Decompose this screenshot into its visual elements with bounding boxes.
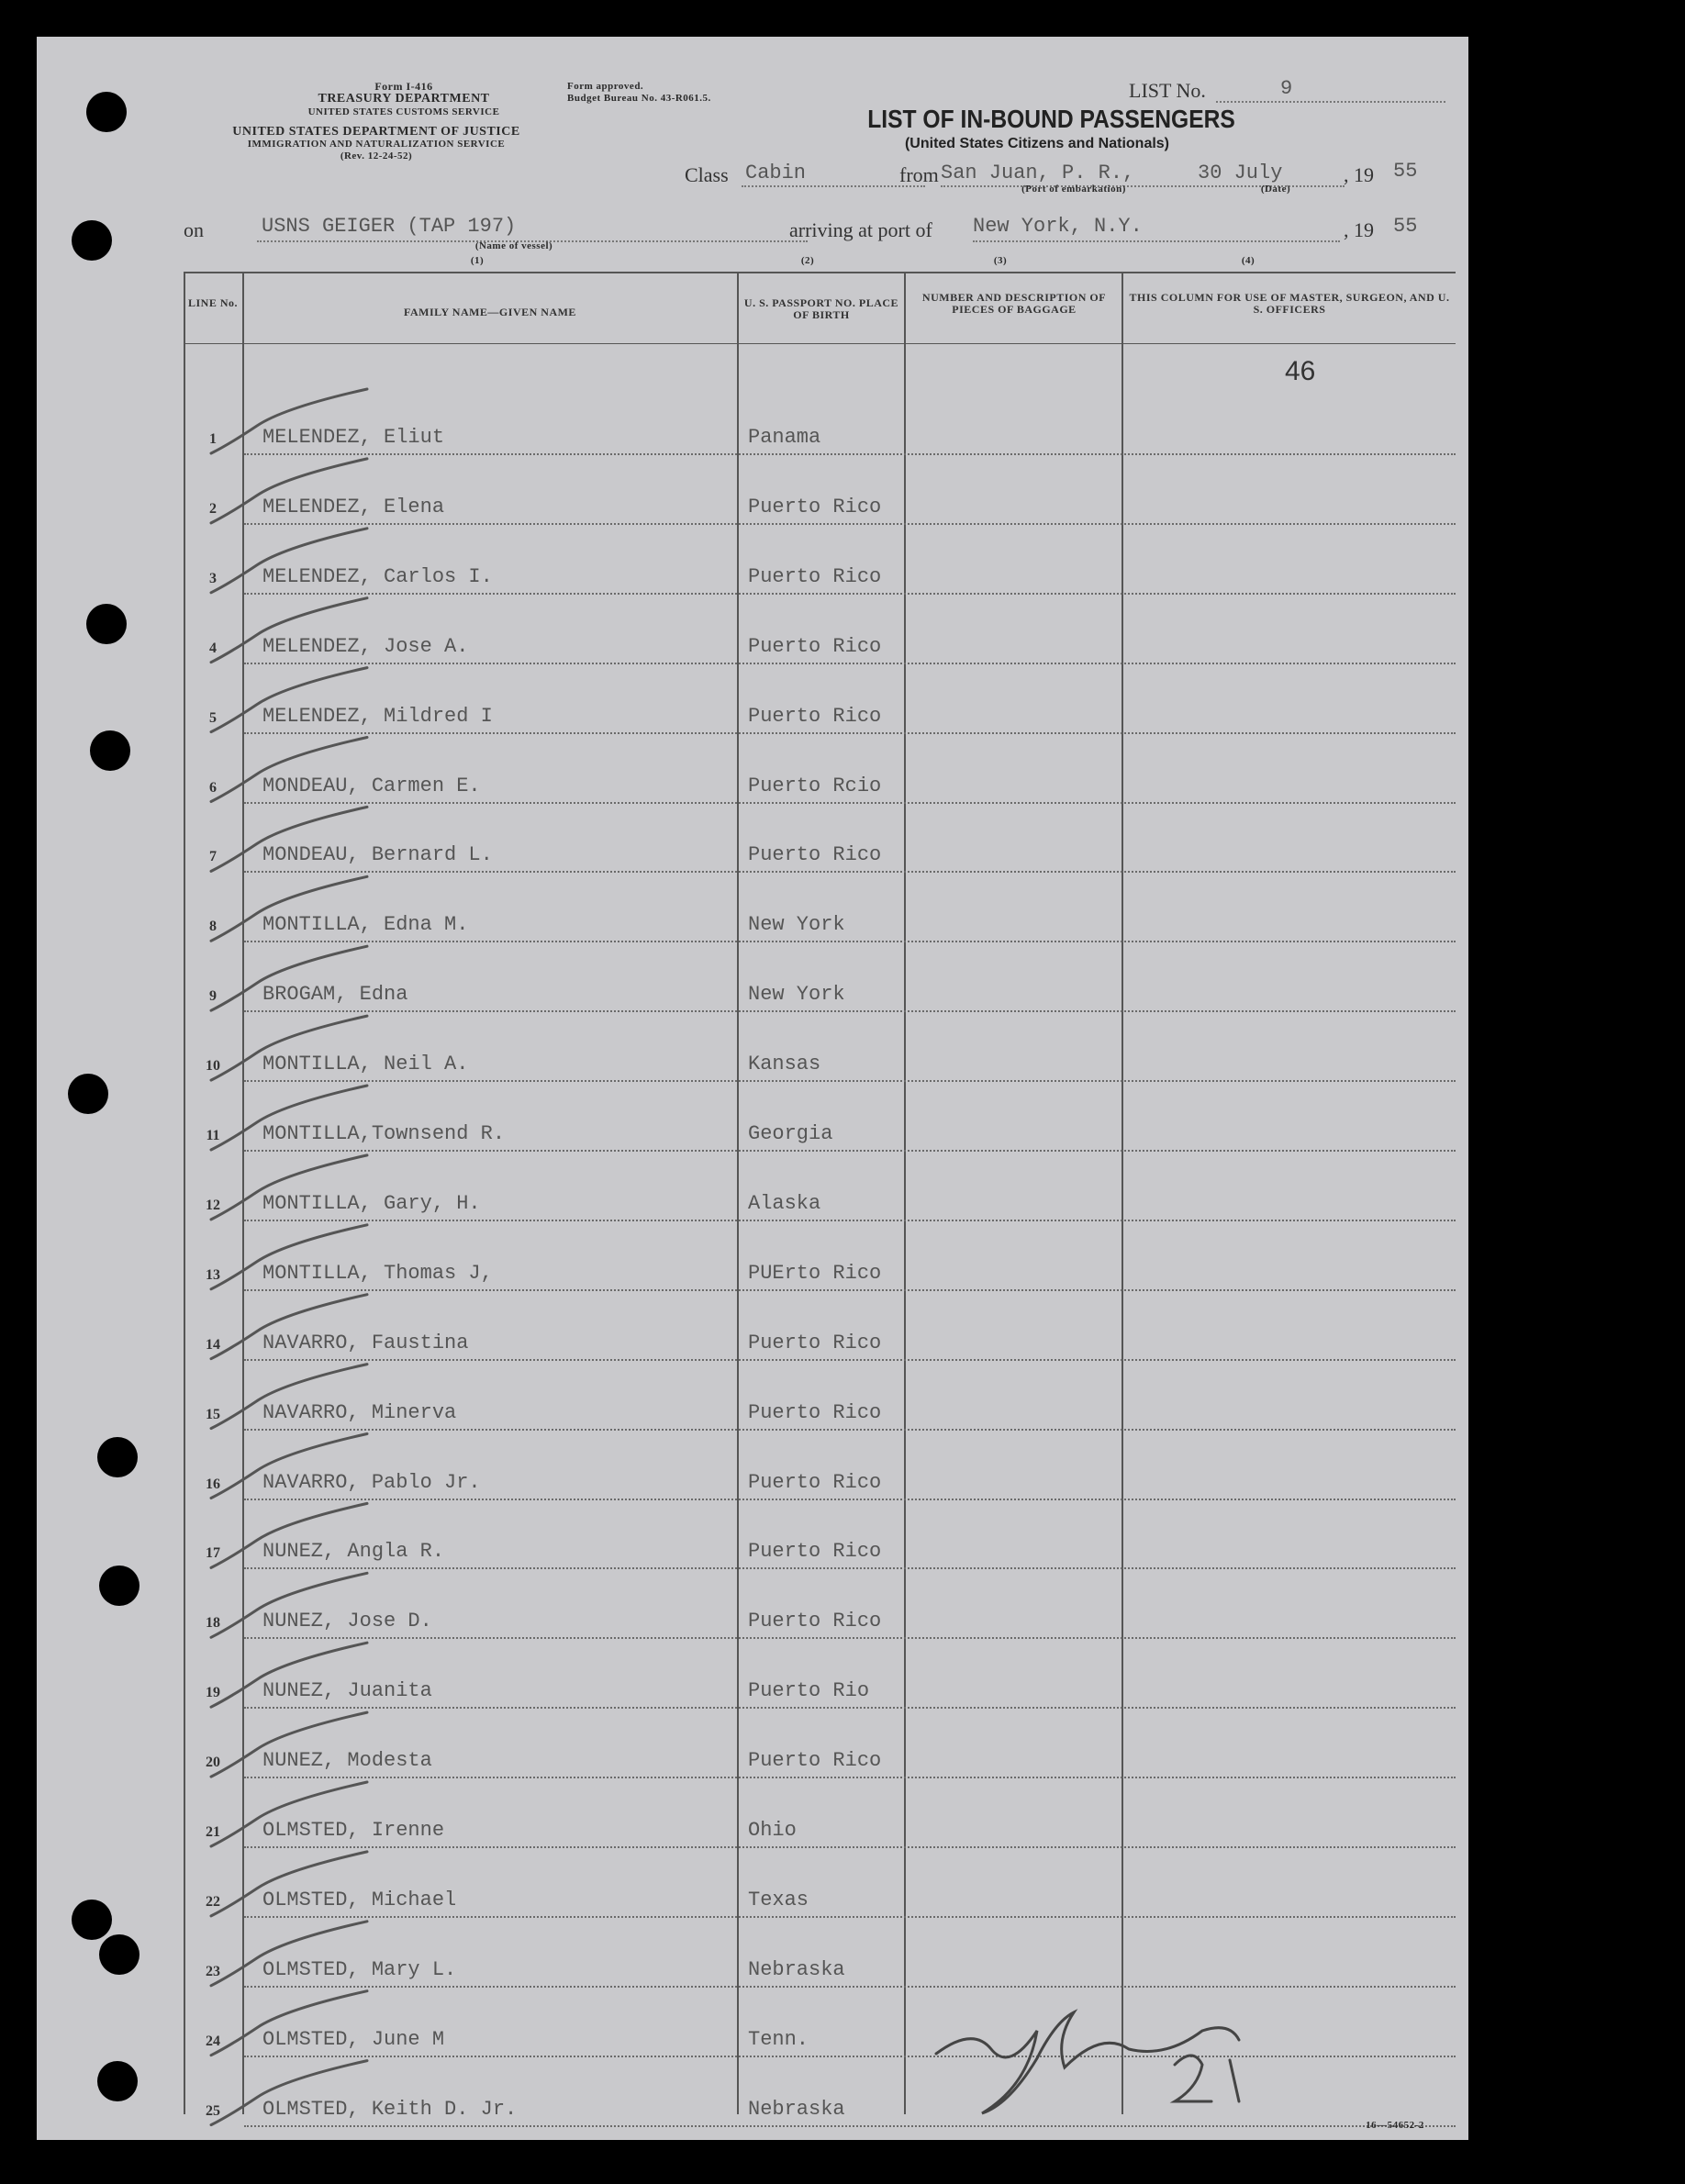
place-of-birth: Puerto Rico [748,1749,882,1773]
place-of-birth: Puerto Rico [748,704,882,728]
pencil-check-mark [211,1225,367,1289]
pencil-check-mark [211,1434,367,1499]
col-number-2: (2) [800,255,815,266]
footer-code: 16—54652-2 [1366,2120,1424,2131]
passenger-name: OLMSTED, Keith D. Jr. [262,2097,518,2121]
class-value: Cabin [745,162,807,184]
line-number: 2 [209,500,217,517]
passenger-name: MONTILLA,Townsend R. [262,1122,506,1145]
pencil-check-mark [211,1503,367,1567]
pencil-check-mark [211,1782,367,1846]
pencil-check-mark [211,1991,367,2056]
line-number: 4 [209,640,217,656]
line-number: 24 [206,2033,220,2049]
justice-department: UNITED STATES DEPARTMENT OF JUSTICE [232,125,520,139]
place-of-birth: New York [748,983,845,1007]
line-number: 15 [206,1406,220,1422]
header-line-no: LINE No. [187,296,238,309]
pencil-check-mark [211,1016,367,1080]
pencil-check-mark [211,1643,367,1707]
list-no-value: 9 [1280,77,1293,100]
pencil-check-mark [211,529,367,593]
place-of-birth: Nebraska [748,1957,845,1981]
place-of-birth: New York [748,913,845,937]
on-label: on [184,218,204,241]
binder-hole [68,1074,108,1114]
passenger-name: MONTILLA, Edna M. [262,913,469,937]
from-year-prefix: , 19 [1344,163,1374,186]
line-number: 16 [206,1476,220,1492]
header-passport: U. S. PASSPORT NO. PLACE OF BIRTH [743,296,899,321]
passenger-name: NAVARRO, Minerva [262,1400,457,1424]
line-number: 11 [206,1128,220,1143]
place-of-birth: Puerto Rico [748,1540,882,1564]
binder-hole [72,220,112,261]
col-number-3: (3) [993,255,1008,266]
revision-date: (Rev. 12-24-52) [340,150,413,162]
passenger-name: MELENDEZ, Carlos I. [262,564,493,588]
pencil-check-mark [211,1155,367,1220]
line-number: 25 [206,2102,220,2119]
arrival-year-prefix: , 19 [1344,218,1374,241]
from-date: 30 July [1198,162,1283,184]
passenger-name: OLMSTED, Mary L. [262,1957,457,1981]
arrival-port: New York, N.Y. [973,215,1143,238]
passenger-name: MONDEAU, Carmen E. [262,774,481,797]
pencil-check-mark [211,598,367,663]
pencil-check-mark [211,738,367,802]
line-number: 21 [206,1824,220,1840]
pencil-check-mark [211,459,367,523]
line-number: 1 [209,431,217,447]
passenger-name: BROGAM, Edna [262,983,408,1007]
place-of-birth: Puerto Rcio [748,774,882,797]
line-number: 3 [209,570,217,586]
passenger-name: NUNEZ, Modesta [262,1749,432,1773]
pencil-marks [37,37,1468,2140]
pencil-check-mark [211,876,367,941]
vessel-caption: (Name of vessel) [474,240,553,251]
pencil-check-mark [211,1573,367,1637]
binder-hole [72,1900,112,1940]
customs-service: UNITED STATES CUSTOMS SERVICE [307,106,500,117]
passenger-name: NAVARRO, Faustina [262,1331,469,1354]
passenger-name: MELENDEZ, Elena [262,495,445,518]
header-officers: THIS COLUMN FOR USE OF MASTER, SURGEON, AND U. S. OFFICERS [1129,291,1450,316]
pencil-check-mark [211,1922,367,1986]
inspector-signature [936,2012,1239,2113]
immigration-service: IMMIGRATION AND NATURALIZATION SERVICE [247,139,506,150]
page-title: LIST OF IN-BOUND PASSENGERS [867,105,1235,133]
header-baggage: NUMBER AND DESCRIPTION OF PIECES OF BAGGAGE [921,291,1107,316]
passenger-name: NUNEZ, Jose D. [262,1610,432,1633]
treasury-department: TREASURY DEPARTMENT [318,92,490,106]
binder-hole [99,1934,139,1975]
line-number: 7 [209,849,217,865]
page-subtitle: (United States Citizens and Nationals) [904,136,1170,151]
arrival-year: 55 [1393,215,1418,238]
passenger-name: MELENDEZ, Eliut [262,426,445,449]
place-of-birth: Puerto Rico [748,495,882,518]
line-number: 23 [206,1963,220,1979]
passenger-name: MELENDEZ, Jose A. [262,634,469,658]
header-name: FAMILY NAME—GIVEN NAME [404,306,576,318]
binder-hole [97,2061,138,2101]
line-number: 22 [206,1893,220,1910]
place-of-birth: Texas [748,1888,809,1911]
date-caption: (Date) [1260,184,1291,195]
passenger-name: MONDEAU, Bernard L. [262,843,493,867]
place-of-birth: Puerto Rico [748,1610,882,1633]
col-number-1: (1) [470,255,485,266]
place-of-birth: Tenn. [748,2027,809,2051]
passenger-name: MONTILLA, Thomas J, [262,1261,493,1285]
passenger-name: MELENDEZ, Mildred I [262,704,493,728]
place-of-birth: Ohio [748,1819,797,1842]
binder-hole [97,1437,138,1477]
binder-hole [86,92,127,132]
binder-hole [90,730,130,771]
line-number: 13 [206,1266,220,1283]
line-number: 19 [206,1685,220,1701]
line-number: 9 [209,988,217,1005]
line-number: 6 [209,779,217,796]
passenger-name: NAVARRO, Pablo Jr. [262,1470,481,1494]
list-no-label: LIST No. [1129,79,1206,102]
place-of-birth: Puerto Rico [748,1400,882,1424]
place-of-birth: Alaska [748,1191,821,1215]
officer-note: 46 [1285,356,1316,386]
arriving-label: arriving at port of [789,218,932,241]
line-number: 14 [206,1336,220,1353]
line-number: 5 [209,709,217,726]
pencil-check-mark [211,389,367,453]
form-approved: Form approved. [567,81,644,92]
place-of-birth: Georgia [748,1122,833,1145]
pencil-check-mark [211,1712,367,1777]
passenger-name: MONTILLA, Gary, H. [262,1191,481,1215]
vessel-name: USNS GEIGER (TAP 197) [262,215,517,238]
pencil-check-mark [211,1852,367,1916]
pencil-check-mark [211,946,367,1010]
from-year: 55 [1393,160,1418,183]
pencil-check-mark [211,2061,367,2125]
binder-hole [86,604,127,644]
passenger-name: NUNEZ, Juanita [262,1679,432,1703]
passenger-name: OLMSTED, Irenne [262,1819,445,1842]
col-number-4: (4) [1241,255,1255,266]
passenger-name: OLMSTED, June M [262,2027,445,2051]
budget-bureau: Budget Bureau No. 43-R061.5. [567,93,711,104]
place-of-birth: PUErto Rico [748,1261,882,1285]
pencil-check-mark [211,668,367,732]
pencil-check-mark [211,1295,367,1359]
class-label: Class [685,163,729,186]
pencil-check-mark [211,1086,367,1150]
form-sheet [37,37,1468,2140]
place-of-birth: Puerto Rico [748,634,882,658]
from-label: from [899,163,939,186]
place-of-birth: Puerto Rico [748,843,882,867]
place-of-birth: Puerto Rico [748,564,882,588]
place-of-birth: Puerto Rio [748,1679,870,1703]
place-of-birth: Nebraska [748,2097,845,2121]
line-number: 8 [209,919,217,935]
line-number: 20 [206,1755,220,1771]
line-number: 10 [206,1058,220,1075]
passenger-name: OLMSTED, Michael [262,1888,457,1911]
pencil-check-mark [211,1365,367,1429]
place-of-birth: Kansas [748,1053,821,1076]
passenger-name: NUNEZ, Angla R. [262,1540,445,1564]
line-number: 18 [206,1615,220,1632]
from-port: San Juan, P. R., [941,162,1135,184]
port-embark-caption: (Port of embarkation) [1021,184,1126,195]
place-of-birth: Puerto Rico [748,1331,882,1354]
line-number: 17 [206,1545,220,1562]
passenger-name: MONTILLA, Neil A. [262,1053,469,1076]
binder-hole [99,1566,139,1606]
place-of-birth: Puerto Rico [748,1470,882,1494]
place-of-birth: Panama [748,426,821,449]
line-number: 12 [206,1197,220,1213]
pencil-check-mark [211,807,367,871]
form-number: Form I-416 [374,80,433,93]
